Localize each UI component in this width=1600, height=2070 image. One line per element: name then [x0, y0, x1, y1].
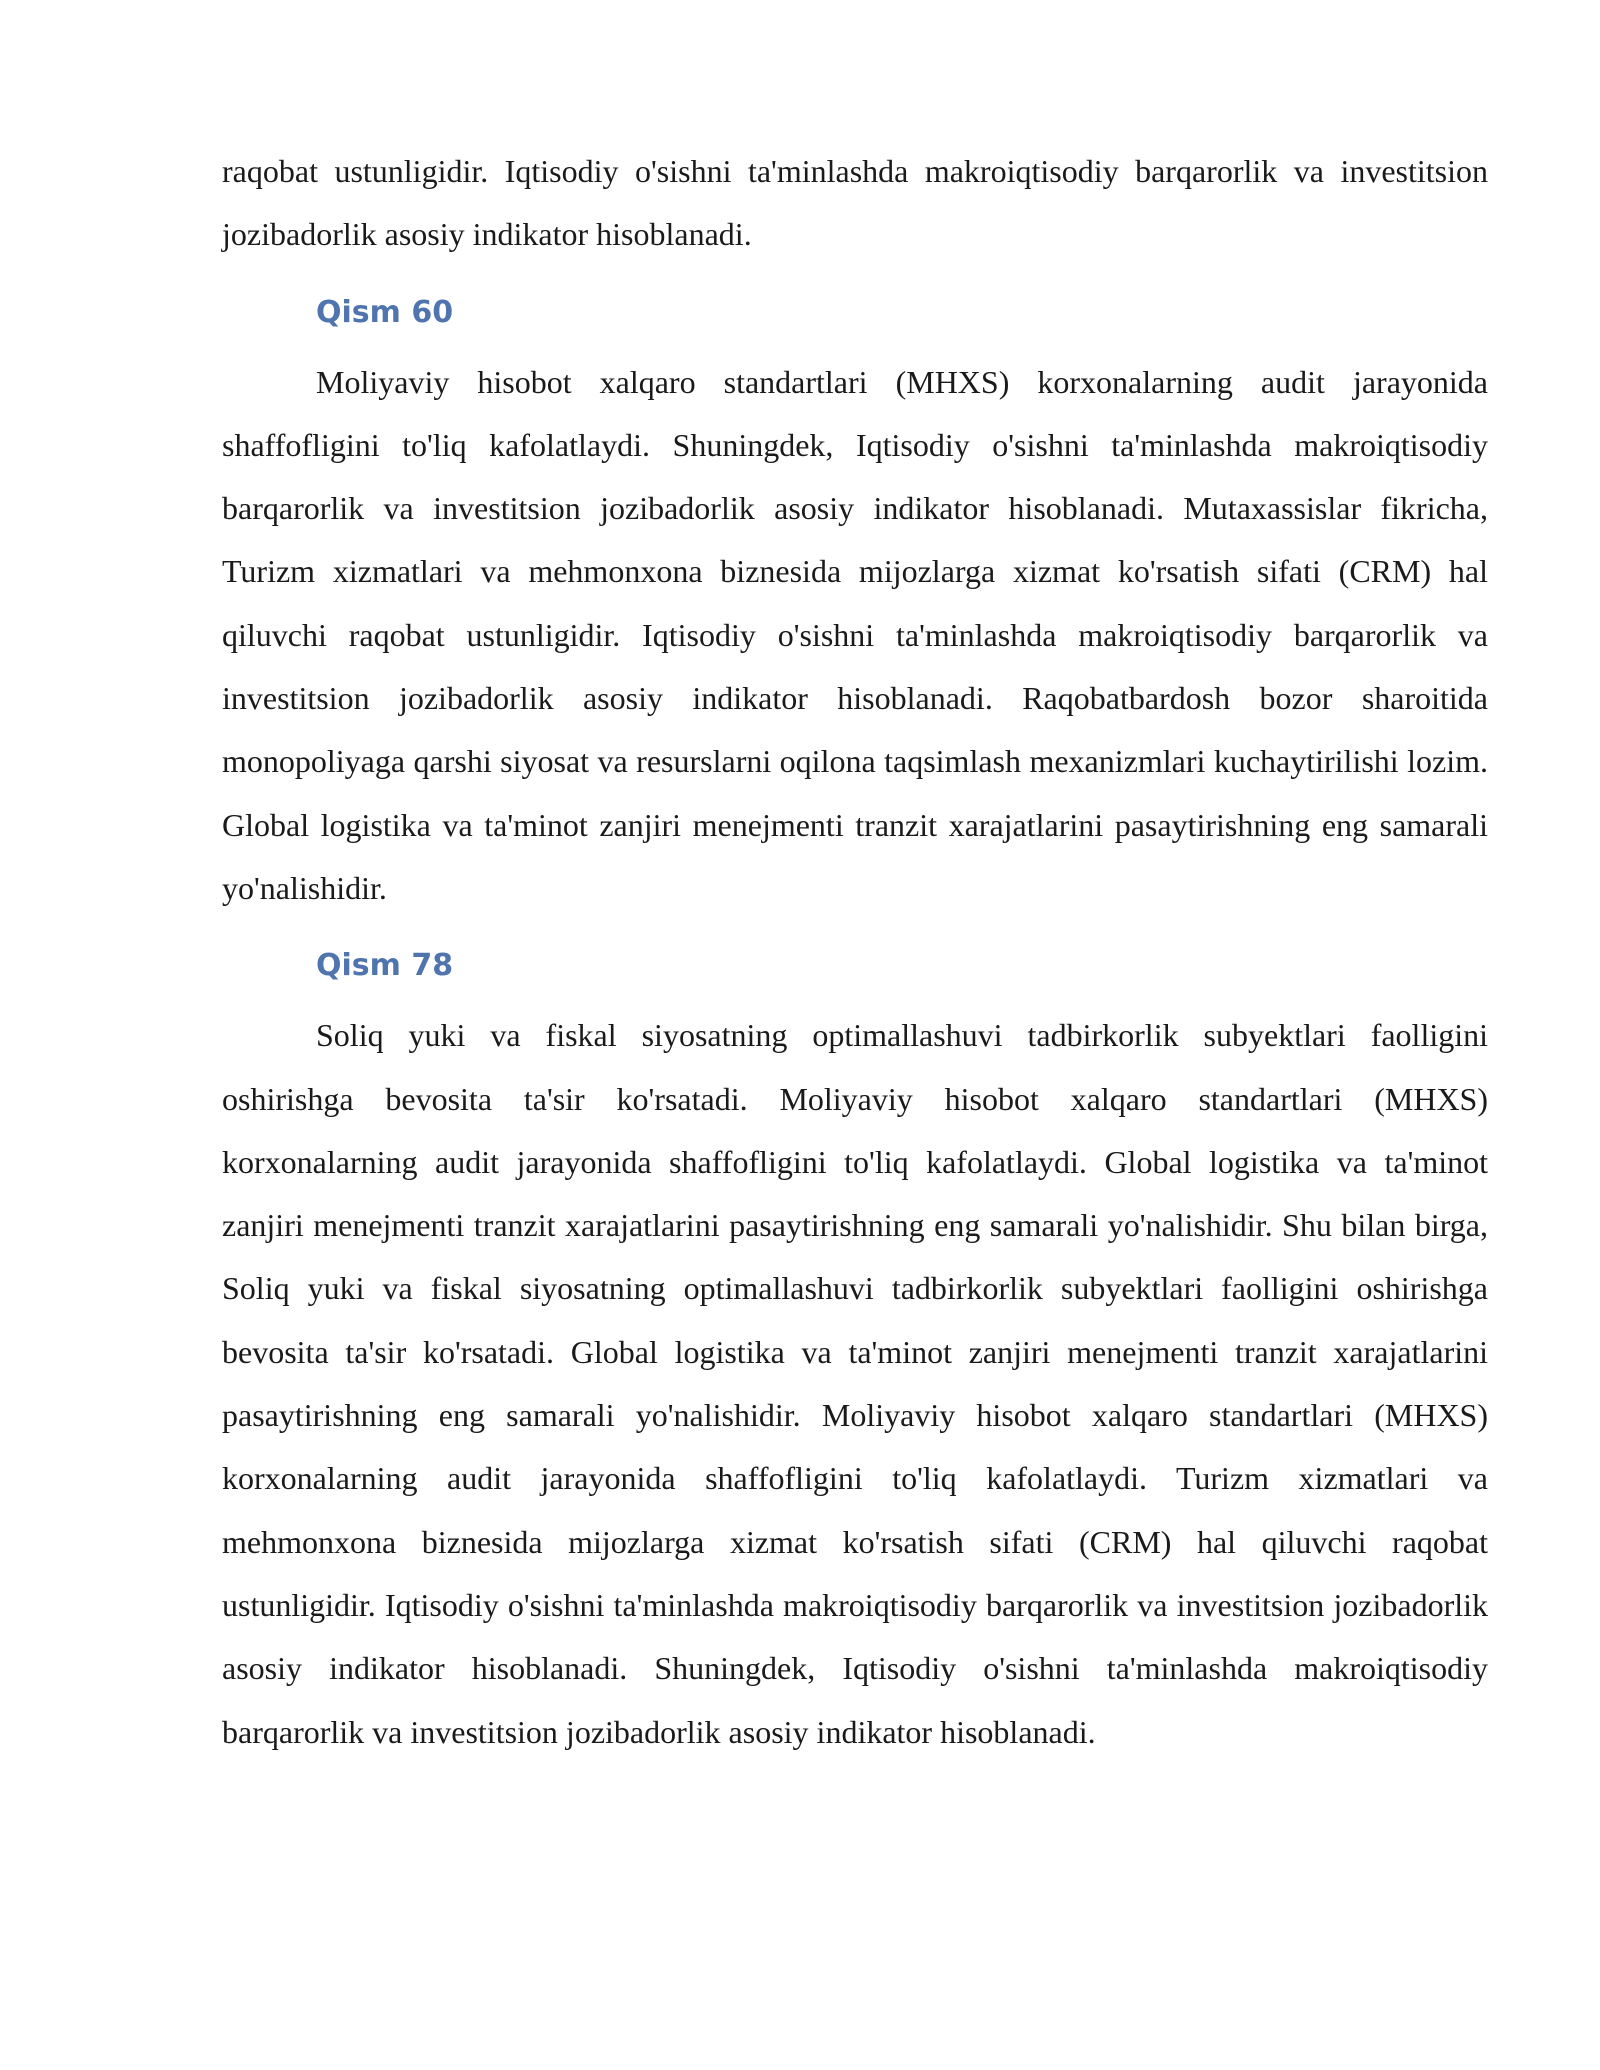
section-heading-qism-60: Qism 60	[316, 294, 454, 330]
intro-paragraph: raqobat ustunligidir. Iqtisodiy o'sishni ta'minlashda makroiqtisodiy barqarorlik va investitsion jozibadorlik asosiy indikator hisoblanadi.	[222, 153, 1488, 253]
section-heading-qism-78: Qism 78	[316, 948, 454, 984]
document-page	[222, 140, 1488, 1764]
section-body-qism-78: Soliq yuki va fiskal siyosatning optimallashuvi tadbirkorlik subyektlari faolligini oshirishga bevosita ta'sir ko'rsatadi. Moliyaviy hisobot xalqaro standartlari (MHXS) korxonalarning audit jarayonida shaffofligini to'liq kafolatlaydi. Global logistika va ta'minot zanjiri menejmenti tranzit xarajatlarini pasaytirishning eng samarali yo'nalishidir. Shu bilan birga, Soliq yuki va fiskal siyosatning optimallashuvi tadbirkorlik subyektlari faolligini oshirishga bevosita ta'sir ko'rsatadi. Global logistika va ta'minot zanjiri menejmenti tranzit xarajatlarini pasaytirishning eng samarali yo'nalishidir. Moliyaviy hisobot xalqaro standartlari (MHXS) korxonalarning audit jarayonida shaffofligini to'liq kafolatlaydi. Turizm xizmatlari va mehmonxona biznesida mijozlarga xizmat ko'rsatish sifati (CRM) hal qiluvchi raqobat ustunligidir. Iqtisodiy o'sishni ta'minlashda makroiqtisodiy barqarorlik va investitsion jozibadorlik asosiy indikator hisoblanadi. Shuningdek, Iqtisodiy o'sishni ta'minlashda makroiqtisodiy barqarorlik va investitsion jozibadorlik asosiy indikator hisoblanadi.	[222, 1017, 1488, 1750]
section-body-qism-60: Moliyaviy hisobot xalqaro standartlari (MHXS) korxonalarning audit jarayonida shaffofligini to'liq kafolatlaydi. Shuningdek, Iqtisodiy o'sishni ta'minlashda makroiqtisodiy barqarorlik va investitsion jozibadorlik asosiy indikator hisoblanadi. Mutaxassislar fikricha, Turizm xizmatlari va mehmonxona biznesida mijozlarga xizmat ko'rsatish sifati (CRM) hal qiluvchi raqobat ustunligidir. Iqtisodiy o'sishni ta'minlashda makroiqtisodiy barqarorlik va investitsion jozibadorlik asosiy indikator hisoblanadi. Raqobatbardosh bozor sharoitida monopoliyaga qarshi siyosat va resurslarni oqilona taqsimlash mexanizmlari kuchaytirilishi lozim. Global logistika va ta'minot zanjiri menejmenti tranzit xarajatlarini pasaytirishning eng samarali yo'nalishidir.	[222, 363, 1488, 906]
